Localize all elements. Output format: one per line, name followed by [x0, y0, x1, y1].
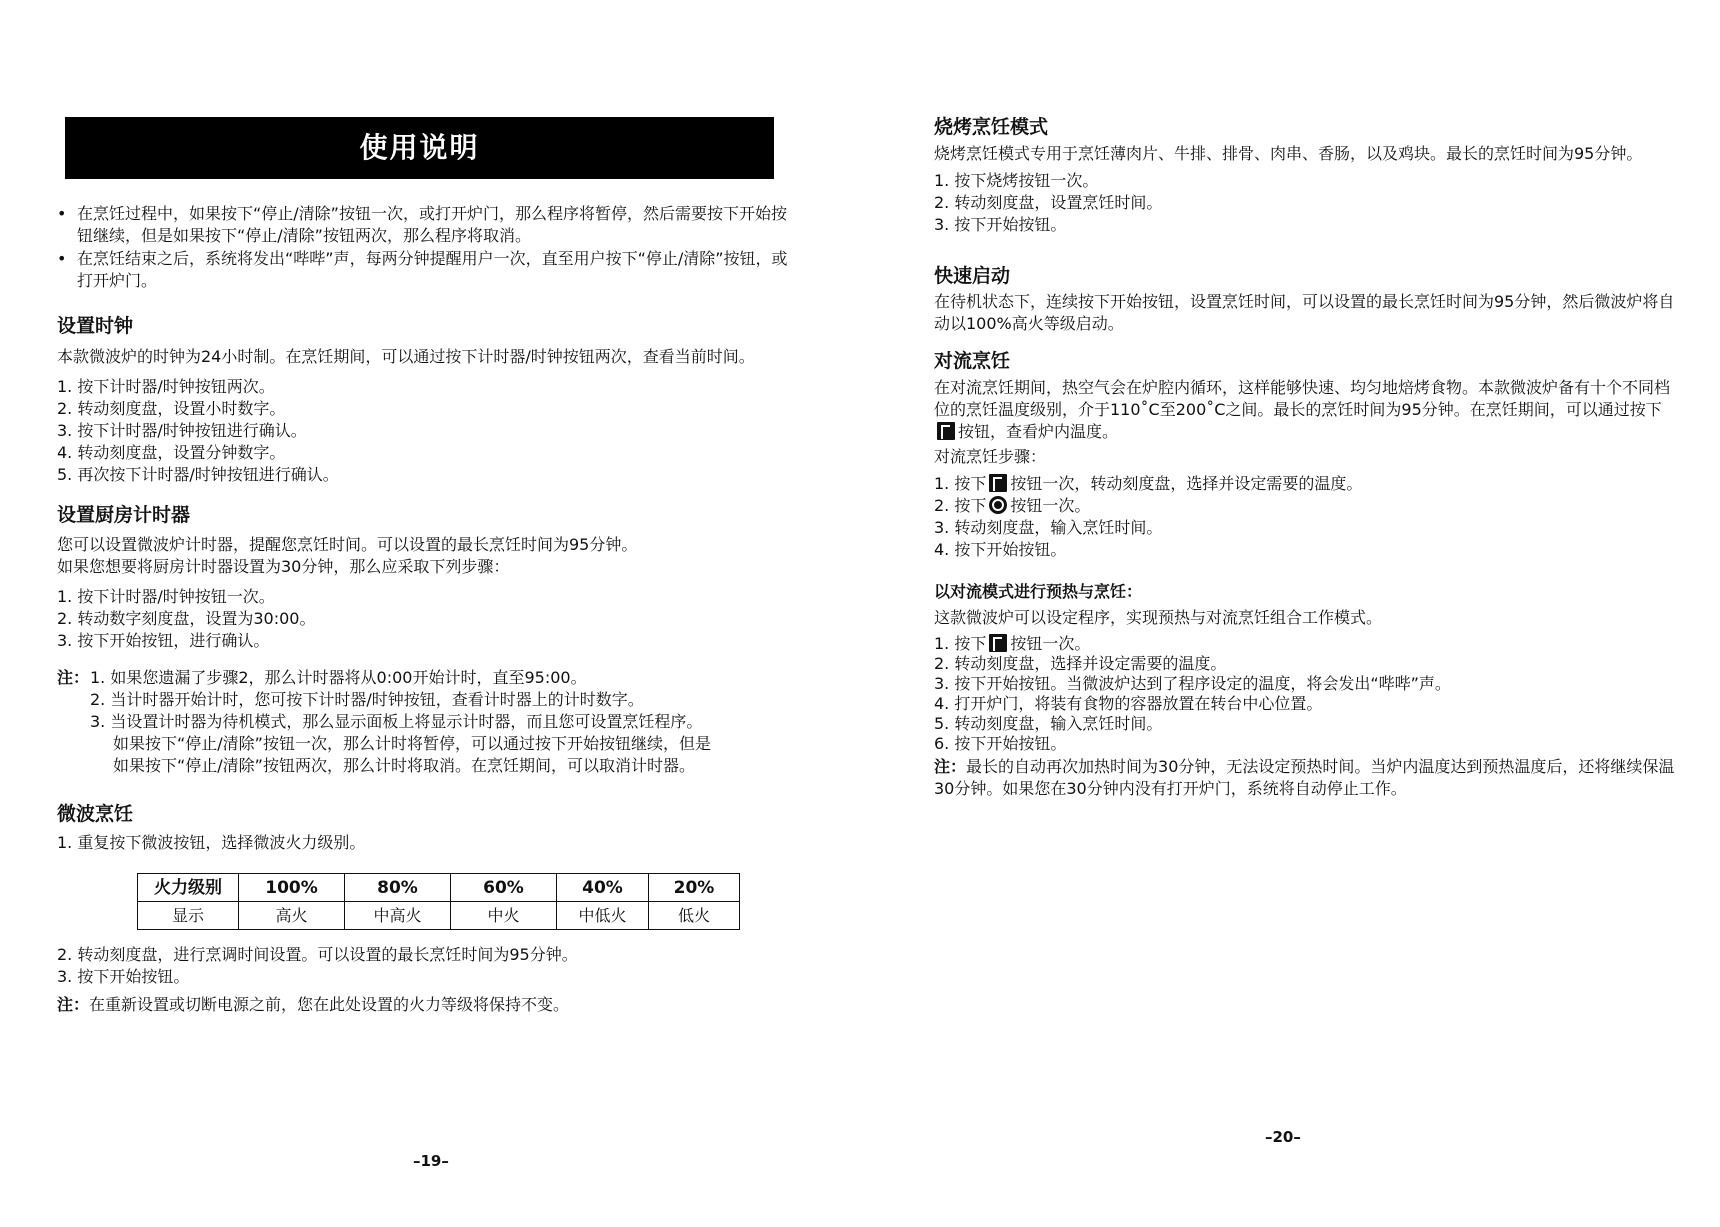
section-text — [934, 377, 1682, 443]
section-heading: 烧烤烹饪模式 — [934, 116, 1049, 138]
page-number: –19– — [413, 1152, 449, 1170]
step-item: 1. 按下计时器/时钟按钮一次。 — [57, 587, 275, 606]
step-item: 2. 转动刻度盘，选择并设定需要的温度。 — [934, 654, 1227, 673]
note-label: 注： — [57, 995, 90, 1014]
note-text: 如果按下“停止/清除”按钮两次，那么计时将取消。在烹饪期间，可以取消计时器。 — [113, 756, 695, 775]
note-text: 如果按下“停止/清除”按钮一次，那么计时将暂停，可以通过按下开始按钮继续，但是 — [113, 734, 711, 753]
step-item: 5. 转动刻度盘，输入烹饪时间。 — [934, 714, 1163, 733]
step-item: 4. 转动刻度盘，设置分钟数字。 — [57, 443, 286, 462]
section-heading: 设置厨房计时器 — [57, 504, 191, 526]
section-heading: 微波烹饪 — [57, 803, 134, 825]
table-cell: 60% — [451, 874, 557, 902]
clock-icon — [989, 496, 1007, 514]
step-item: 2. 转动刻度盘，设置烹饪时间。 — [934, 193, 1163, 212]
section-heading: 设置时钟 — [57, 315, 134, 337]
section-kitchen-timer — [57, 503, 802, 777]
step-item: 3. 按下开始按钮。 — [934, 215, 1067, 234]
section-intro: 这款微波炉可以设定程序，实现预热与对流烹饪组合工作模式。 — [934, 608, 1383, 627]
step-list — [57, 586, 802, 652]
microwave-steps — [57, 944, 802, 1016]
table-row — [138, 874, 740, 902]
conv-text-b: 按钮，查看炉内温度。 — [958, 422, 1119, 441]
step-text: 2. 按下 — [934, 496, 987, 515]
convection-icon — [989, 634, 1007, 652]
step-item: 1. 按下计时器/时钟按钮两次。 — [57, 377, 275, 396]
step-list — [934, 170, 1682, 236]
section-heading: 对流烹饪 — [934, 350, 1011, 372]
table-cell: 40% — [557, 874, 649, 902]
table-cell: 火力级别 — [138, 874, 239, 902]
step-item: 4. 打开炉门，将装有食物的容器放置在转台中心位置。 — [934, 694, 1323, 713]
section-clock — [57, 314, 802, 486]
step-list — [934, 634, 1682, 754]
step-item: 3. 转动刻度盘，输入烹饪时间。 — [934, 518, 1163, 537]
section-quick-start — [934, 264, 1682, 335]
step-list — [57, 376, 802, 486]
convection-icon — [937, 422, 955, 440]
table-cell: 80% — [345, 874, 451, 902]
step-item — [934, 473, 1682, 495]
step-item: 2. 转动刻度盘，进行烹调时间设置。可以设置的最长烹饪时间为95分钟。 — [57, 945, 578, 964]
note-row — [57, 667, 802, 689]
section-heading: 快速启动 — [934, 265, 1011, 287]
section-microwave — [57, 802, 802, 854]
note-text: 2. 当计时器开始计时，您可按下计时器/时钟按钮，查看计时器上的计时数字。 — [90, 690, 644, 709]
section-grill — [934, 115, 1682, 236]
table-cell: 中低火 — [557, 902, 649, 930]
section-intro: 如果您想要将厨房计时器设置为30分钟，那么应采取下列步骤： — [57, 557, 510, 576]
step-text: 按钮一次。 — [1010, 496, 1091, 515]
step-item: 3. 按下开始按钮。当微波炉达到了程序设定的温度，将会发出“哔哔”声。 — [934, 674, 1451, 693]
note-label: 注： — [57, 668, 90, 687]
table-row — [138, 902, 740, 930]
step-item: 1. 重复按下微波按钮，选择微波火力级别。 — [57, 833, 366, 852]
step-item: 2. 转动数字刻度盘，设置为30:00。 — [57, 609, 316, 628]
section-intro: 烧烤烹饪模式专用于烹饪薄肉片、牛排、排骨、肉串、香肠，以及鸡块。最长的烹饪时间为95分钟。 — [934, 144, 1643, 163]
step-item — [934, 495, 1682, 517]
table-cell: 中高火 — [345, 902, 451, 930]
bullet-item: • 在烹饪过程中，如果按下“停止/清除”按钮一次，或打开炉门，那么程序将暂停，然后需要按下开始按钮继续，但是如果按下“停止/清除”按钮两次，那么程序将取消。 — [57, 203, 802, 247]
timer-notes — [57, 667, 802, 777]
note-label: 注： — [934, 757, 967, 776]
microwave-note — [57, 994, 802, 1016]
step-item: 3. 按下计时器/时钟按钮进行确认。 — [57, 421, 307, 440]
step-list — [934, 473, 1682, 561]
step-text: 按钮一次，转动刻度盘，选择并设定需要的温度。 — [1010, 474, 1363, 493]
note-text: 在重新设置或切断电源之前，您在此处设置的火力等级将保持不变。 — [89, 995, 570, 1014]
step-item: 6. 按下开始按钮。 — [934, 734, 1067, 753]
preheat-note — [934, 756, 1682, 800]
step-item — [934, 634, 1682, 654]
bullet-list — [57, 203, 802, 292]
section-preheat — [934, 581, 1682, 800]
section-intro: 您可以设置微波炉计时器，提醒您烹饪时间。可以设置的最长烹饪时间为95分钟。 — [57, 535, 638, 554]
convection-icon — [989, 474, 1007, 492]
step-item: 4. 按下开始按钮。 — [934, 540, 1067, 559]
table-cell: 高火 — [239, 902, 345, 930]
page-number: –20– — [1265, 1128, 1301, 1146]
table-cell: 100% — [239, 874, 345, 902]
section-text: 在待机状态下，连续按下开始按钮，设置烹饪时间，可以设置的最长烹饪时间为95分钟，然后微波炉将自动以100%高火等级启动。 — [934, 292, 1675, 333]
step-item: 3. 按下开始按钮。 — [57, 967, 190, 986]
conv-text-a: 在对流烹饪期间，热空气会在炉腔内循环，这样能够快速、均匀地焙烤食物。本款微波炉备有十个不同档位的烹饪温度级别，介于110˚C至200˚C之间。最长的烹饪时间为95分钟。在烹饪期间，可以通过按下 — [934, 378, 1671, 419]
page-title: 使用说明 — [65, 117, 774, 179]
note-text: 最长的自动再次加热时间为30分钟，无法设定预热时间。当炉内温度达到预热温度后，还将继续保温30分钟。如果您在30分钟内没有打开炉门，系统将自动停止工作。 — [934, 757, 1675, 798]
note-text: 1. 如果您遗漏了步骤2，那么计时器将从0:00开始计时，直至95:00。 — [90, 668, 587, 687]
bullet-item: • 在烹饪结束之后，系统将发出“哔哔”声，每两分钟提醒用户一次，直至用户按下“停止/清除”按钮，或打开炉门。 — [57, 248, 802, 292]
step-text: 按钮一次。 — [1010, 634, 1091, 653]
section-convection — [934, 349, 1682, 561]
step-text: 1. 按下 — [934, 634, 987, 653]
step-item: 2. 转动刻度盘，设置小时数字。 — [57, 399, 286, 418]
step-item: 3. 按下开始按钮，进行确认。 — [57, 631, 270, 650]
power-level-table — [137, 873, 740, 930]
steps-title: 对流烹饪步骤： — [934, 447, 1047, 466]
note-text: 3. 当设置计时器为待机模式，那么显示面板上将显示计时器，而且您可设置烹饪程序。 — [90, 712, 703, 731]
section-intro: 本款微波炉的时钟为24小时制。在烹饪期间，可以通过按下计时器/时钟按钮两次，查看当前时间。 — [57, 347, 755, 366]
step-text: 1. 按下 — [934, 474, 987, 493]
table-cell: 20% — [649, 874, 740, 902]
table-cell: 低火 — [649, 902, 740, 930]
section-heading: 以对流模式进行预热与烹饪： — [934, 582, 1143, 601]
table-cell: 中火 — [451, 902, 557, 930]
table-cell: 显示 — [138, 902, 239, 930]
step-item: 1. 按下烧烤按钮一次。 — [934, 171, 1099, 190]
step-item: 5. 再次按下计时器/时钟按钮进行确认。 — [57, 465, 339, 484]
